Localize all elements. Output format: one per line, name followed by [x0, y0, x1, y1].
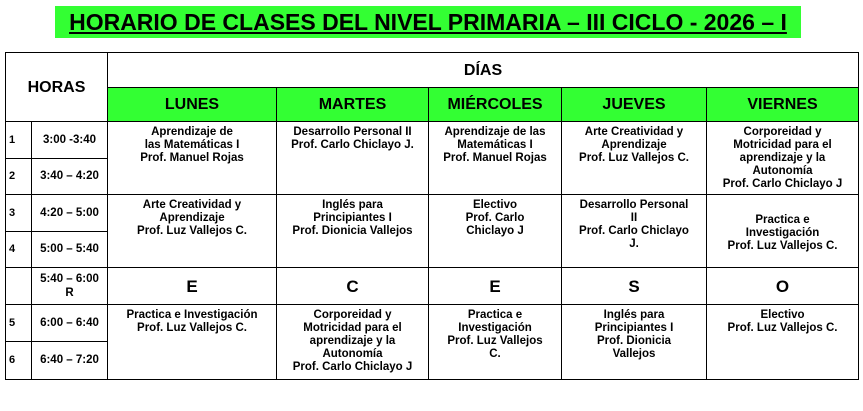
class-cell: Electivo Prof. Luz Vallejos C. — [707, 305, 859, 380]
slot-number: 5 — [6, 305, 32, 342]
slot-number: 4 — [6, 232, 32, 268]
class-cell: Corporeidad y Motricidad para el aprendizaje y la Autonomía Prof. Carlo Chiclayo J — [707, 122, 859, 195]
day-miercoles: MIÉRCOLES — [429, 88, 562, 122]
recess-letter: E — [429, 268, 562, 305]
class-cell: Practica e Investigación Prof. Luz Vallejos C. — [707, 195, 859, 268]
recess-time — [32, 268, 108, 305]
slot-number: 1 — [6, 122, 32, 159]
day-viernes: VIERNES — [707, 88, 859, 122]
recess-letter: S — [562, 268, 707, 305]
slot-time: 6:00 – 6:40 — [32, 305, 108, 342]
class-cell: Corporeidad y Motricidad para el aprendizaje y la Autonomía Prof. Carlo Chiclayo J — [277, 305, 429, 380]
class-cell: Electivo Prof. Carlo Chiclayo J — [429, 195, 562, 268]
day-martes: MARTES — [277, 88, 429, 122]
slot-number: 6 — [6, 342, 32, 380]
class-cell: Aprendizaje de las Matemáticas I Prof. Manuel Rojas — [108, 122, 277, 195]
dias-header: DÍAS — [108, 53, 859, 88]
recess-letter: O — [707, 268, 859, 305]
recess-letter: C — [277, 268, 429, 305]
recess-letter-r: R — [65, 287, 74, 299]
class-cell: Aprendizaje de las Matemáticas I Prof. Manuel Rojas — [429, 122, 562, 195]
class-cell: Inglés para Principiantes I Prof. Dionicia Vallejos — [277, 195, 429, 268]
class-cell: Desarrollo Personal II Prof. Carlo Chiclayo J. — [277, 122, 429, 195]
schedule-title: HORARIO DE CLASES DEL NIVEL PRIMARIA – III CICLO - 2026 – I — [55, 6, 801, 38]
class-cell: Practica e Investigación Prof. Luz Vallejos C. — [429, 305, 562, 380]
class-cell: Desarrollo Personal II Prof. Carlo Chiclayo J. — [562, 195, 707, 268]
horas-header: HORAS — [6, 53, 108, 122]
slot-time: 5:00 – 5:40 — [32, 232, 108, 268]
day-lunes: LUNES — [108, 88, 277, 122]
slot-time: 6:40 – 7:20 — [32, 342, 108, 380]
slot-time: 3:40 – 4:20 — [32, 159, 108, 195]
recess-time-range: 5:40 – 6:00 — [40, 273, 99, 285]
slot-time: 4:20 – 5:00 — [32, 195, 108, 232]
slot-number: 3 — [6, 195, 32, 232]
schedule-table — [5, 52, 859, 380]
recess-letter: E — [108, 268, 277, 305]
slot-number: 2 — [6, 159, 32, 195]
day-jueves: JUEVES — [562, 88, 707, 122]
class-cell: Arte Creatividad y Aprendizaje Prof. Luz Vallejos C. — [108, 195, 277, 268]
slot-time: 3:00 -3:40 — [32, 122, 108, 159]
slot-number — [6, 268, 32, 305]
class-cell: Inglés para Principiantes I Prof. Dionicia Vallejos — [562, 305, 707, 380]
class-cell: Practica e Investigación Prof. Luz Vallejos C. — [108, 305, 277, 380]
class-cell: Arte Creatividad y Aprendizaje Prof. Luz Vallejos C. — [562, 122, 707, 195]
